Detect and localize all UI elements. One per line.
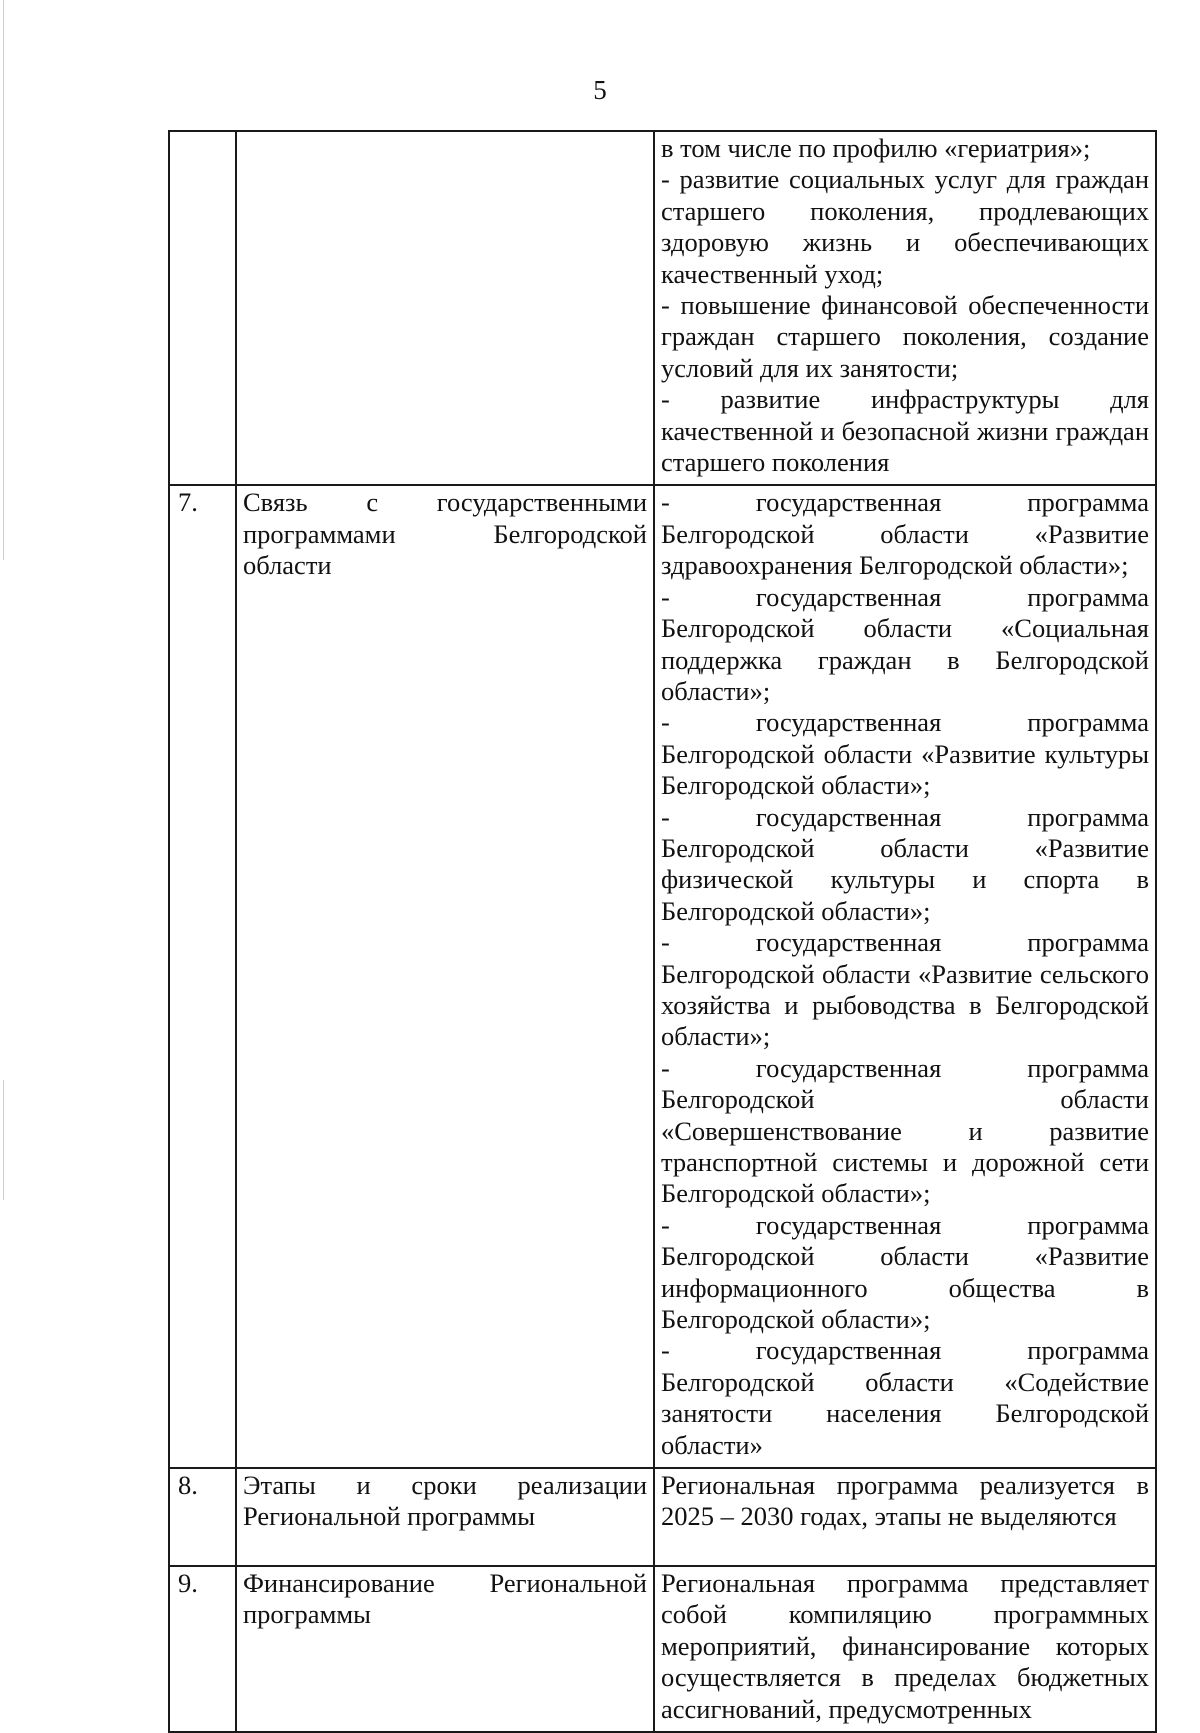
row-number: 9.	[169, 1566, 236, 1732]
row-content	[654, 1566, 1156, 1732]
row-name	[236, 485, 654, 1468]
page-number: 5	[593, 75, 607, 105]
row-name	[236, 1566, 654, 1732]
content-item: - государственная программа Белгородской области «Развитие информационного общества в Белгородской области»;	[661, 1209, 1149, 1335]
content-item: - повышение финансовой обеспеченности граждан старшего поколения, создание условий для их занятости;	[661, 290, 1149, 383]
program-passport-table	[168, 130, 1157, 1733]
content-item: - государственная программа Белгородской области «Совершенствование и развитие транспортной системы и дорожной сети Белгородской области»;	[661, 1052, 1149, 1209]
row-content	[654, 1468, 1156, 1566]
content-item: в том числе по профилю «гериатрия»;	[661, 133, 1091, 163]
row-number: 8.	[169, 1468, 236, 1566]
row-name	[236, 131, 654, 485]
content-item: - государственная программа Белгородской области «Развитие физической культуры и спорта в Белгородской области»;	[661, 801, 1149, 926]
content-item: - государственная программа Белгородской области «Развитие сельского хозяйства и рыбоводства в Белгородской области»;	[661, 927, 1149, 1052]
row-number: 7.	[169, 485, 236, 1468]
content-item: - развитие инфраструктуры для качественной и безопасной жизни граждан старшего поколения	[661, 384, 1149, 478]
table-row	[169, 485, 1156, 1468]
row-name	[236, 1468, 654, 1566]
row-spacer	[661, 1533, 1149, 1559]
content-item: Региональная программа представляет собой компиляцию программных мероприятий, финансирование которых осуществляется в пределах бюджетных ассигнований, предусмотренных	[661, 1567, 1149, 1724]
content-item: - государственная программа Белгородской области «Содействие занятости населения Белгородской области»	[661, 1335, 1149, 1460]
row-content	[654, 485, 1156, 1468]
table-row	[169, 131, 1156, 485]
content-item: - государственная программа Белгородской области «Развитие здравоохранения Белгородской области»;	[661, 487, 1149, 581]
row-name-text: Связь с государственными программами Белгородской области	[243, 487, 647, 581]
row-number	[169, 131, 236, 485]
content-item: - государственная программа Белгородской области «Социальная поддержка граждан в Белгородской области»;	[661, 581, 1149, 706]
content-item: Региональная программа реализуется в 2025 – 2030 годах, этапы не выделяются	[661, 1470, 1149, 1532]
scan-edge-mark	[3, 0, 4, 560]
table-row	[169, 1468, 1156, 1566]
content-item: - государственная программа Белгородской области «Развитие культуры Белгородской области»;	[661, 707, 1149, 801]
content-item: - развитие социальных услуг для граждан старшего поколения, продлевающих здоровую жизнь и обеспечивающих качественный уход;	[661, 164, 1149, 289]
row-name-text: Финансирование Региональной программы	[243, 1567, 647, 1630]
table-row	[169, 1566, 1156, 1732]
row-content	[654, 131, 1156, 485]
row-name-text: Этапы и сроки реализации Региональной программы	[243, 1470, 647, 1532]
scan-edge-mark	[3, 1080, 4, 1200]
